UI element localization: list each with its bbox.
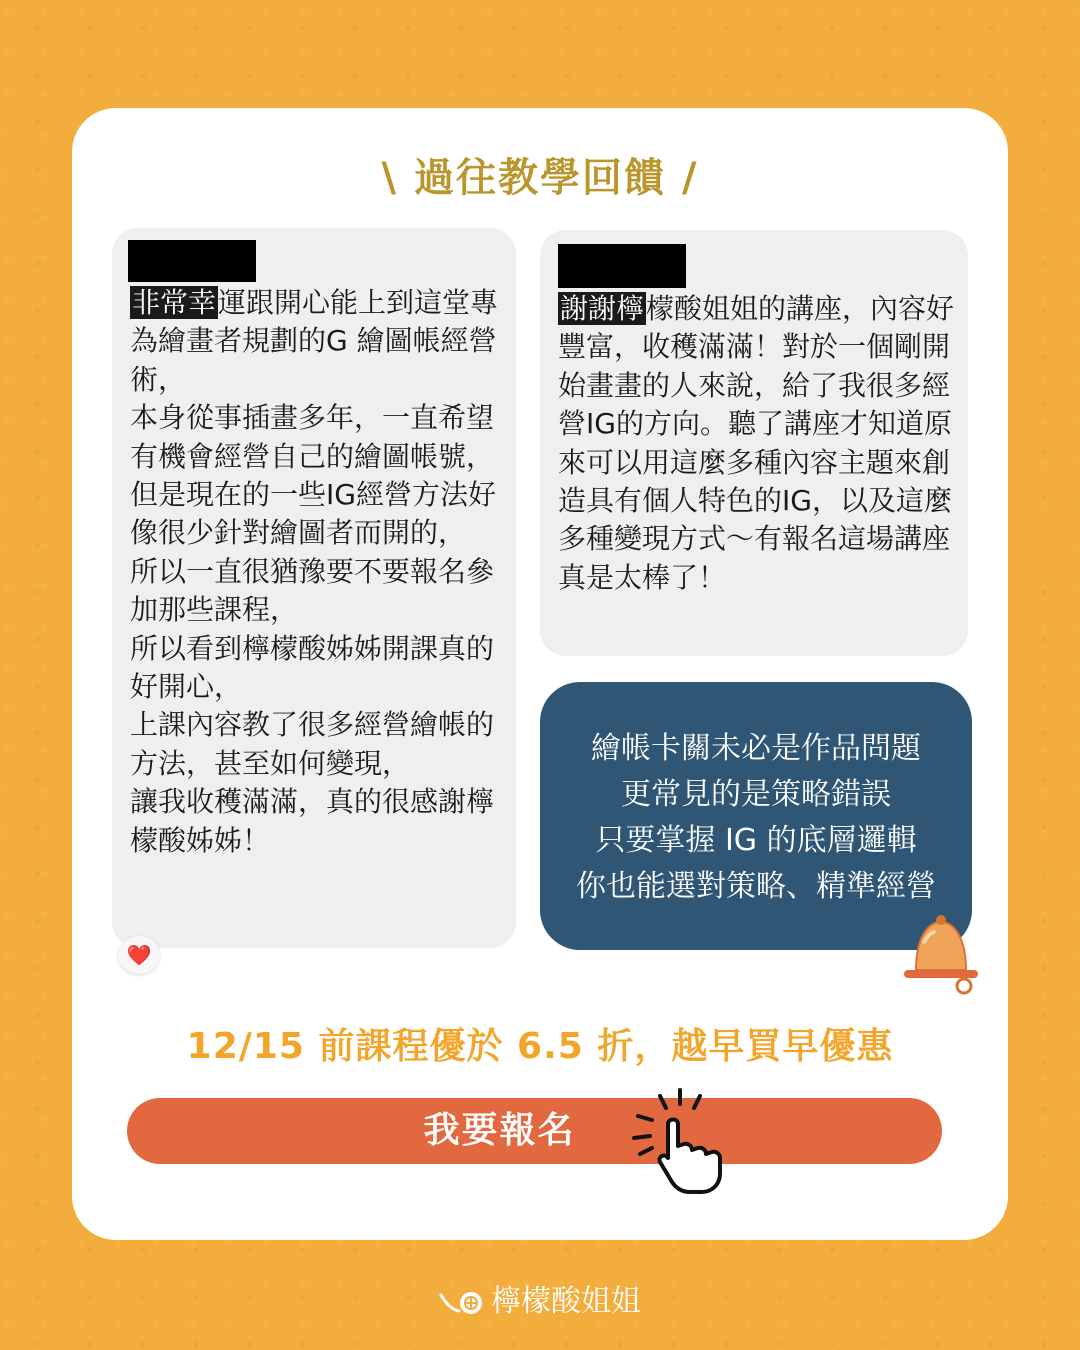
section-title: \ 過往教學回饋 / [381,155,699,201]
callout-line: 繪帳卡關未必是作品問題 [591,731,921,766]
callout-line: 更常見的是策略錯誤 [621,777,891,812]
heart-reaction-icon: ❤️ [118,936,160,974]
callout-line: 只要掌握 IG 的底層邏輯 [595,823,917,858]
testimonial-line: 所以一直很猶豫要不要報名參加那些課程， [130,554,495,627]
testimonial-text-left [130,284,510,860]
testimonial-line: 上課內容教了很多經營繪帳的方法，甚至如何變現， [130,708,495,780]
testimonial-bubble-left [112,228,516,948]
testimonial-bubble-right [540,230,968,656]
redacted-name-block [558,244,686,288]
highlighted-text: 非常幸 [132,286,217,319]
redacted-name-block [128,240,256,282]
register-button-label: 我要報名 [423,1110,576,1151]
callout-line: 你也能選對策略、精準經營 [576,869,936,904]
testimonial-text-right [558,290,958,597]
testimonial-first-para: 運跟開心能上到這堂專為繪畫者規劃的G 繪圖帳經營術， [130,286,499,396]
promo-text: 12/15 前課程優於 6.5 折，越早買早優惠 [186,1026,894,1067]
highlighted-text: 謝謝檸 [560,292,645,325]
bell-icon [898,908,984,1000]
pointer-hand-icon [620,1088,750,1198]
testimonial-line: 但是現在的一些IG經營方法好像很少針對繪圖者而開的， [130,478,496,550]
testimonial-line: 讓我收穫滿滿，真的很感謝檸檬酸姊姊！ [130,785,495,857]
register-button[interactable] [127,1098,942,1164]
brand-logo [0,1276,1080,1320]
testimonial-body: 檬酸姐姐的講座，內容好豐富，收穫滿滿！對於一個剛開始畫畫的人來說，給了我很多經營IG的方向。聽了講座才知道原來可以用這麼多種內容主題來創造具有個人特色的IG，以及這麼多種變現方式～有報名這場講座真是太棒了！ [558,292,955,594]
testimonial-line: 本身從事插畫多年，一直希望有機會經營自己的繪圖帳號， [130,401,495,473]
lemon-logo-icon [439,1289,485,1317]
brand-name: 檸檬酸姐姐 [491,1284,641,1319]
testimonial-line: 所以看到檸檬酸姊姊開課真的好開心， [130,631,495,704]
